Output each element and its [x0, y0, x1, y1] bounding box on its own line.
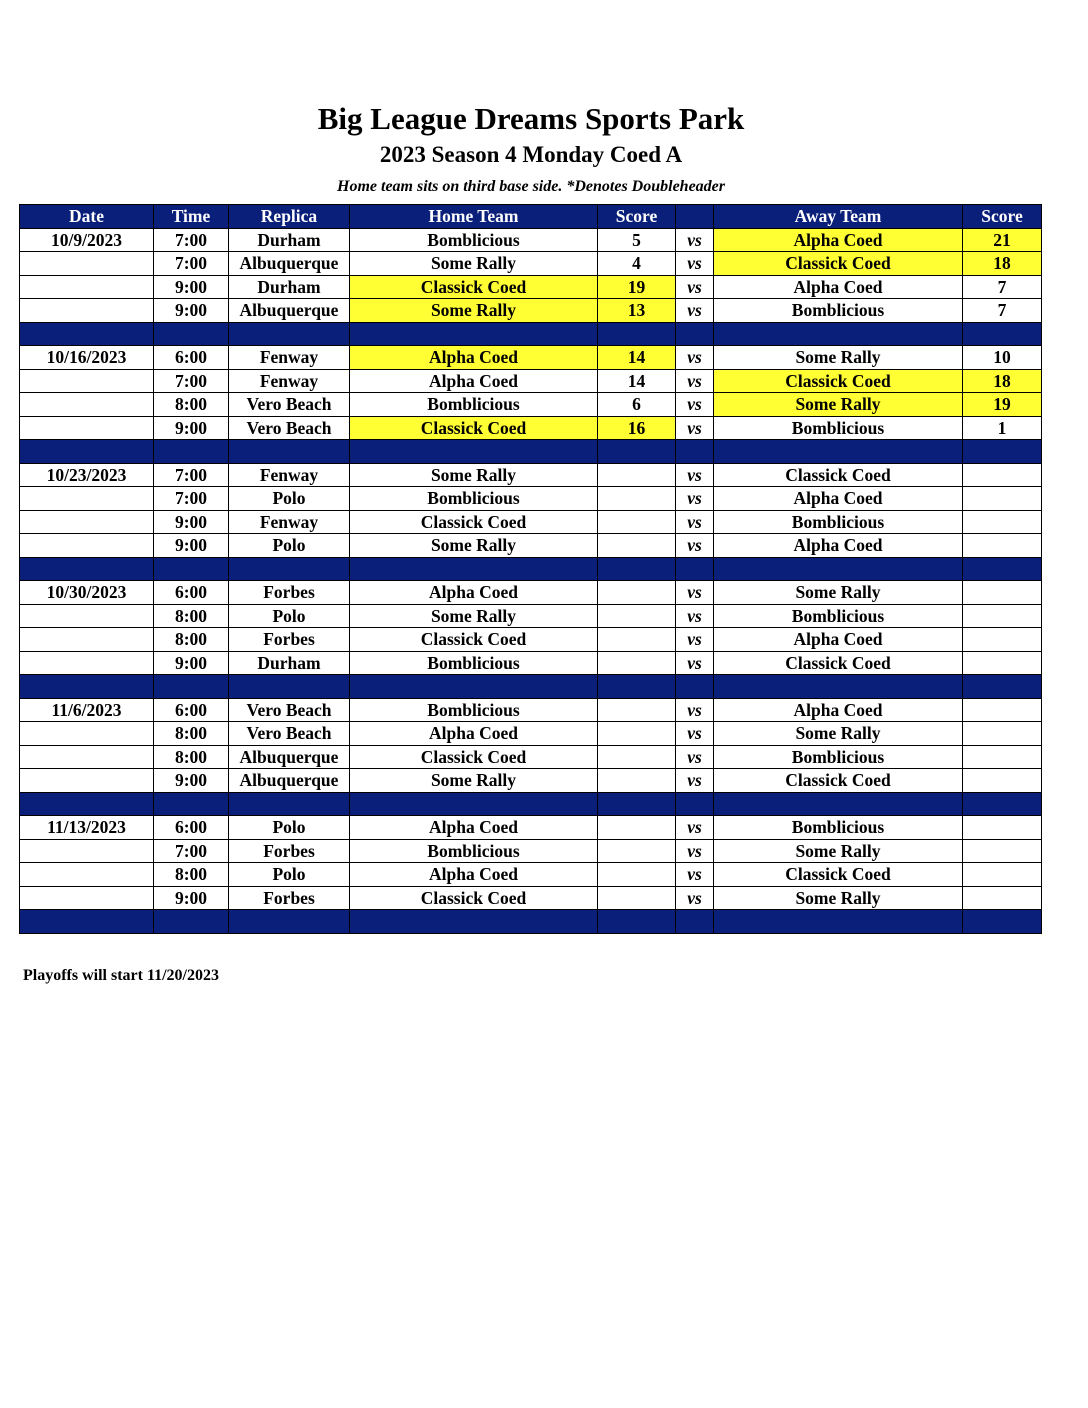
separator-cell [350, 910, 598, 934]
playoffs-note: Playoffs will start 11/20/2023 [23, 967, 219, 984]
replica-cell: Durham [229, 228, 350, 252]
separator-cell [714, 910, 963, 934]
table-row [20, 769, 1042, 793]
away-team-cell: Some Rally [714, 581, 963, 605]
away-team-cell: Alpha Coed [714, 628, 963, 652]
home-score-cell: 16 [598, 416, 676, 440]
date-cell [20, 252, 154, 276]
away-score-cell: 10 [963, 346, 1042, 370]
time-cell: 9:00 [154, 534, 229, 558]
replica-cell: Albuquerque [229, 299, 350, 323]
away-score-cell: 19 [963, 393, 1042, 417]
time-cell: 9:00 [154, 416, 229, 440]
header-time: Time [154, 205, 229, 229]
table-row [20, 275, 1042, 299]
table-row [20, 346, 1042, 370]
away-team-cell: Some Rally [714, 722, 963, 746]
home-team-cell: Bomblicious [350, 393, 598, 417]
time-cell: 7:00 [154, 252, 229, 276]
separator-cell [154, 675, 229, 699]
time-cell: 7:00 [154, 487, 229, 511]
away-score-cell: 18 [963, 252, 1042, 276]
vs-cell: vs [676, 369, 714, 393]
table-row [20, 698, 1042, 722]
home-team-cell: Classick Coed [350, 745, 598, 769]
home-team-cell: Bomblicious [350, 487, 598, 511]
home-team-cell: Classick Coed [350, 416, 598, 440]
home-team-cell: Some Rally [350, 534, 598, 558]
schedule-table [19, 204, 1042, 934]
away-team-cell: Classick Coed [714, 463, 963, 487]
home-team-cell: Some Rally [350, 252, 598, 276]
vs-cell: vs [676, 581, 714, 605]
table-row [20, 628, 1042, 652]
week-separator-row [20, 557, 1042, 581]
separator-cell [154, 557, 229, 581]
separator-cell [20, 792, 154, 816]
separator-cell [350, 322, 598, 346]
separator-cell [598, 675, 676, 699]
vs-cell: vs [676, 722, 714, 746]
table-row [20, 745, 1042, 769]
replica-cell: Forbes [229, 839, 350, 863]
replica-cell: Fenway [229, 369, 350, 393]
separator-cell [714, 792, 963, 816]
separator-cell [350, 675, 598, 699]
home-score-cell [598, 745, 676, 769]
header-home-team: Home Team [350, 205, 598, 229]
time-cell: 9:00 [154, 651, 229, 675]
vs-cell: vs [676, 839, 714, 863]
home-team-cell: Bomblicious [350, 651, 598, 675]
away-score-cell: 7 [963, 299, 1042, 323]
time-cell: 9:00 [154, 769, 229, 793]
table-row [20, 510, 1042, 534]
home-score-cell [598, 581, 676, 605]
date-cell [20, 393, 154, 417]
vs-cell: vs [676, 228, 714, 252]
away-team-cell: Classick Coed [714, 769, 963, 793]
home-score-cell [598, 839, 676, 863]
separator-cell [714, 675, 963, 699]
table-row [20, 581, 1042, 605]
table-row [20, 534, 1042, 558]
document-title: Big League Dreams Sports Park [317, 101, 745, 136]
separator-cell [20, 322, 154, 346]
time-cell: 8:00 [154, 745, 229, 769]
table-row [20, 816, 1042, 840]
away-score-cell [963, 698, 1042, 722]
replica-cell: Forbes [229, 581, 350, 605]
vs-cell: vs [676, 651, 714, 675]
home-team-cell: Some Rally [350, 604, 598, 628]
away-score-cell [963, 604, 1042, 628]
away-score-cell [963, 863, 1042, 887]
vs-cell: vs [676, 769, 714, 793]
replica-cell: Fenway [229, 463, 350, 487]
date-cell: 11/13/2023 [20, 816, 154, 840]
replica-cell: Fenway [229, 510, 350, 534]
home-score-cell: 14 [598, 369, 676, 393]
header-replica: Replica [229, 205, 350, 229]
home-team-cell: Bomblicious [350, 839, 598, 863]
away-score-cell [963, 534, 1042, 558]
home-score-cell: 6 [598, 393, 676, 417]
date-cell [20, 745, 154, 769]
separator-cell [963, 910, 1042, 934]
header-away-team: Away Team [714, 205, 963, 229]
week-separator-row [20, 440, 1042, 464]
vs-cell: vs [676, 604, 714, 628]
away-score-cell [963, 463, 1042, 487]
home-score-cell [598, 769, 676, 793]
home-score-cell: 14 [598, 346, 676, 370]
replica-cell: Vero Beach [229, 416, 350, 440]
time-cell: 7:00 [154, 228, 229, 252]
time-cell: 9:00 [154, 299, 229, 323]
home-team-cell: Classick Coed [350, 275, 598, 299]
separator-cell [676, 322, 714, 346]
date-cell [20, 769, 154, 793]
separator-cell [963, 557, 1042, 581]
home-team-cell: Alpha Coed [350, 722, 598, 746]
away-team-cell: Alpha Coed [714, 698, 963, 722]
date-cell [20, 534, 154, 558]
date-cell: 10/23/2023 [20, 463, 154, 487]
week-separator-row [20, 910, 1042, 934]
separator-cell [676, 557, 714, 581]
separator-cell [963, 440, 1042, 464]
away-score-cell [963, 651, 1042, 675]
away-team-cell: Alpha Coed [714, 534, 963, 558]
replica-cell: Fenway [229, 346, 350, 370]
vs-cell: vs [676, 487, 714, 511]
header-row [20, 205, 1042, 229]
date-cell [20, 839, 154, 863]
separator-cell [350, 557, 598, 581]
schedule-body [20, 228, 1042, 933]
time-cell: 8:00 [154, 722, 229, 746]
home-team-cell: Classick Coed [350, 510, 598, 534]
vs-cell: vs [676, 628, 714, 652]
away-team-cell: Classick Coed [714, 252, 963, 276]
date-cell [20, 863, 154, 887]
away-team-cell: Alpha Coed [714, 228, 963, 252]
vs-cell: vs [676, 698, 714, 722]
vs-cell: vs [676, 463, 714, 487]
time-cell: 6:00 [154, 816, 229, 840]
table-row [20, 722, 1042, 746]
replica-cell: Vero Beach [229, 698, 350, 722]
separator-cell [676, 440, 714, 464]
home-score-cell: 4 [598, 252, 676, 276]
table-row [20, 393, 1042, 417]
table-row [20, 863, 1042, 887]
vs-cell: vs [676, 275, 714, 299]
table-row [20, 604, 1042, 628]
document-note: Home team sits on third base side. *Denotes Doubleheader [337, 178, 725, 195]
separator-cell [598, 557, 676, 581]
table-row [20, 416, 1042, 440]
date-cell [20, 604, 154, 628]
header-date: Date [20, 205, 154, 229]
time-cell: 6:00 [154, 698, 229, 722]
replica-cell: Polo [229, 863, 350, 887]
date-cell: 10/30/2023 [20, 581, 154, 605]
date-cell [20, 299, 154, 323]
home-score-cell [598, 698, 676, 722]
separator-cell [714, 557, 963, 581]
away-team-cell: Classick Coed [714, 369, 963, 393]
vs-cell: vs [676, 534, 714, 558]
vs-cell: vs [676, 816, 714, 840]
away-score-cell: 18 [963, 369, 1042, 393]
home-score-cell [598, 463, 676, 487]
date-cell: 10/16/2023 [20, 346, 154, 370]
home-score-cell [598, 863, 676, 887]
home-team-cell: Bomblicious [350, 228, 598, 252]
date-cell [20, 651, 154, 675]
date-cell [20, 416, 154, 440]
separator-cell [20, 557, 154, 581]
time-cell: 7:00 [154, 463, 229, 487]
away-score-cell [963, 628, 1042, 652]
table-row [20, 369, 1042, 393]
document-subtitle: 2023 Season 4 Monday Coed A [379, 142, 683, 167]
vs-cell: vs [676, 299, 714, 323]
home-team-cell: Some Rally [350, 769, 598, 793]
time-cell: 9:00 [154, 886, 229, 910]
date-cell [20, 722, 154, 746]
table-row [20, 651, 1042, 675]
table-row [20, 886, 1042, 910]
replica-cell: Durham [229, 651, 350, 675]
vs-cell: vs [676, 346, 714, 370]
away-score-cell [963, 886, 1042, 910]
away-score-cell: 7 [963, 275, 1042, 299]
away-score-cell [963, 745, 1042, 769]
home-team-cell: Alpha Coed [350, 346, 598, 370]
home-score-cell [598, 816, 676, 840]
home-score-cell [598, 534, 676, 558]
away-score-cell [963, 839, 1042, 863]
replica-cell: Albuquerque [229, 745, 350, 769]
time-cell: 8:00 [154, 863, 229, 887]
separator-cell [676, 792, 714, 816]
vs-cell: vs [676, 393, 714, 417]
separator-cell [676, 675, 714, 699]
away-score-cell [963, 581, 1042, 605]
separator-cell [598, 910, 676, 934]
away-team-cell: Bomblicious [714, 745, 963, 769]
home-team-cell: Bomblicious [350, 698, 598, 722]
home-score-cell: 13 [598, 299, 676, 323]
away-score-cell [963, 769, 1042, 793]
table-row [20, 228, 1042, 252]
away-team-cell: Bomblicious [714, 299, 963, 323]
home-score-cell [598, 886, 676, 910]
home-score-cell: 5 [598, 228, 676, 252]
time-cell: 8:00 [154, 628, 229, 652]
time-cell: 8:00 [154, 393, 229, 417]
replica-cell: Albuquerque [229, 252, 350, 276]
separator-cell [20, 910, 154, 934]
week-separator-row [20, 792, 1042, 816]
replica-cell: Vero Beach [229, 393, 350, 417]
date-cell [20, 628, 154, 652]
away-team-cell: Some Rally [714, 393, 963, 417]
time-cell: 8:00 [154, 604, 229, 628]
separator-cell [714, 440, 963, 464]
separator-cell [963, 792, 1042, 816]
vs-cell: vs [676, 416, 714, 440]
away-team-cell: Alpha Coed [714, 487, 963, 511]
table-row [20, 252, 1042, 276]
table-row [20, 487, 1042, 511]
away-score-cell [963, 487, 1042, 511]
away-team-cell: Bomblicious [714, 510, 963, 534]
week-separator-row [20, 322, 1042, 346]
away-score-cell: 21 [963, 228, 1042, 252]
replica-cell: Durham [229, 275, 350, 299]
time-cell: 6:00 [154, 581, 229, 605]
vs-cell: vs [676, 745, 714, 769]
replica-cell: Polo [229, 534, 350, 558]
home-team-cell: Classick Coed [350, 628, 598, 652]
away-team-cell: Some Rally [714, 346, 963, 370]
home-team-cell: Some Rally [350, 463, 598, 487]
separator-cell [676, 910, 714, 934]
home-team-cell: Alpha Coed [350, 816, 598, 840]
away-team-cell: Bomblicious [714, 416, 963, 440]
home-score-cell [598, 651, 676, 675]
separator-cell [154, 440, 229, 464]
date-cell [20, 275, 154, 299]
separator-cell [598, 322, 676, 346]
away-score-cell [963, 816, 1042, 840]
table-row [20, 839, 1042, 863]
time-cell: 9:00 [154, 275, 229, 299]
home-score-cell [598, 487, 676, 511]
home-score-cell [598, 604, 676, 628]
away-team-cell: Classick Coed [714, 863, 963, 887]
date-cell [20, 487, 154, 511]
header-away-score: Score [963, 205, 1042, 229]
separator-cell [598, 792, 676, 816]
replica-cell: Polo [229, 816, 350, 840]
separator-cell [963, 322, 1042, 346]
separator-cell [598, 440, 676, 464]
separator-cell [154, 792, 229, 816]
date-cell [20, 886, 154, 910]
separator-cell [20, 675, 154, 699]
away-team-cell: Bomblicious [714, 816, 963, 840]
date-cell: 11/6/2023 [20, 698, 154, 722]
separator-cell [229, 440, 350, 464]
away-team-cell: Classick Coed [714, 651, 963, 675]
home-score-cell [598, 722, 676, 746]
away-score-cell [963, 722, 1042, 746]
header-home-score: Score [598, 205, 676, 229]
separator-cell [229, 910, 350, 934]
vs-cell: vs [676, 510, 714, 534]
table-row [20, 299, 1042, 323]
separator-cell [963, 675, 1042, 699]
separator-cell [229, 557, 350, 581]
away-score-cell [963, 510, 1042, 534]
vs-cell: vs [676, 252, 714, 276]
away-score-cell: 1 [963, 416, 1042, 440]
home-team-cell: Alpha Coed [350, 863, 598, 887]
away-team-cell: Some Rally [714, 886, 963, 910]
home-team-cell: Some Rally [350, 299, 598, 323]
date-cell [20, 510, 154, 534]
replica-cell: Polo [229, 487, 350, 511]
separator-cell [714, 322, 963, 346]
home-team-cell: Alpha Coed [350, 581, 598, 605]
time-cell: 6:00 [154, 346, 229, 370]
home-team-cell: Classick Coed [350, 886, 598, 910]
vs-cell: vs [676, 886, 714, 910]
separator-cell [229, 322, 350, 346]
week-separator-row [20, 675, 1042, 699]
separator-cell [350, 792, 598, 816]
time-cell: 7:00 [154, 839, 229, 863]
away-team-cell: Bomblicious [714, 604, 963, 628]
time-cell: 9:00 [154, 510, 229, 534]
separator-cell [229, 792, 350, 816]
replica-cell: Polo [229, 604, 350, 628]
separator-cell [154, 322, 229, 346]
separator-cell [20, 440, 154, 464]
vs-cell: vs [676, 863, 714, 887]
separator-cell [229, 675, 350, 699]
table-row [20, 463, 1042, 487]
date-cell: 10/9/2023 [20, 228, 154, 252]
header-vs [676, 205, 714, 229]
home-score-cell [598, 510, 676, 534]
home-score-cell: 19 [598, 275, 676, 299]
separator-cell [350, 440, 598, 464]
home-score-cell [598, 628, 676, 652]
date-cell [20, 369, 154, 393]
replica-cell: Forbes [229, 886, 350, 910]
away-team-cell: Some Rally [714, 839, 963, 863]
home-team-cell: Alpha Coed [350, 369, 598, 393]
replica-cell: Vero Beach [229, 722, 350, 746]
replica-cell: Albuquerque [229, 769, 350, 793]
replica-cell: Forbes [229, 628, 350, 652]
separator-cell [154, 910, 229, 934]
time-cell: 7:00 [154, 369, 229, 393]
away-team-cell: Alpha Coed [714, 275, 963, 299]
